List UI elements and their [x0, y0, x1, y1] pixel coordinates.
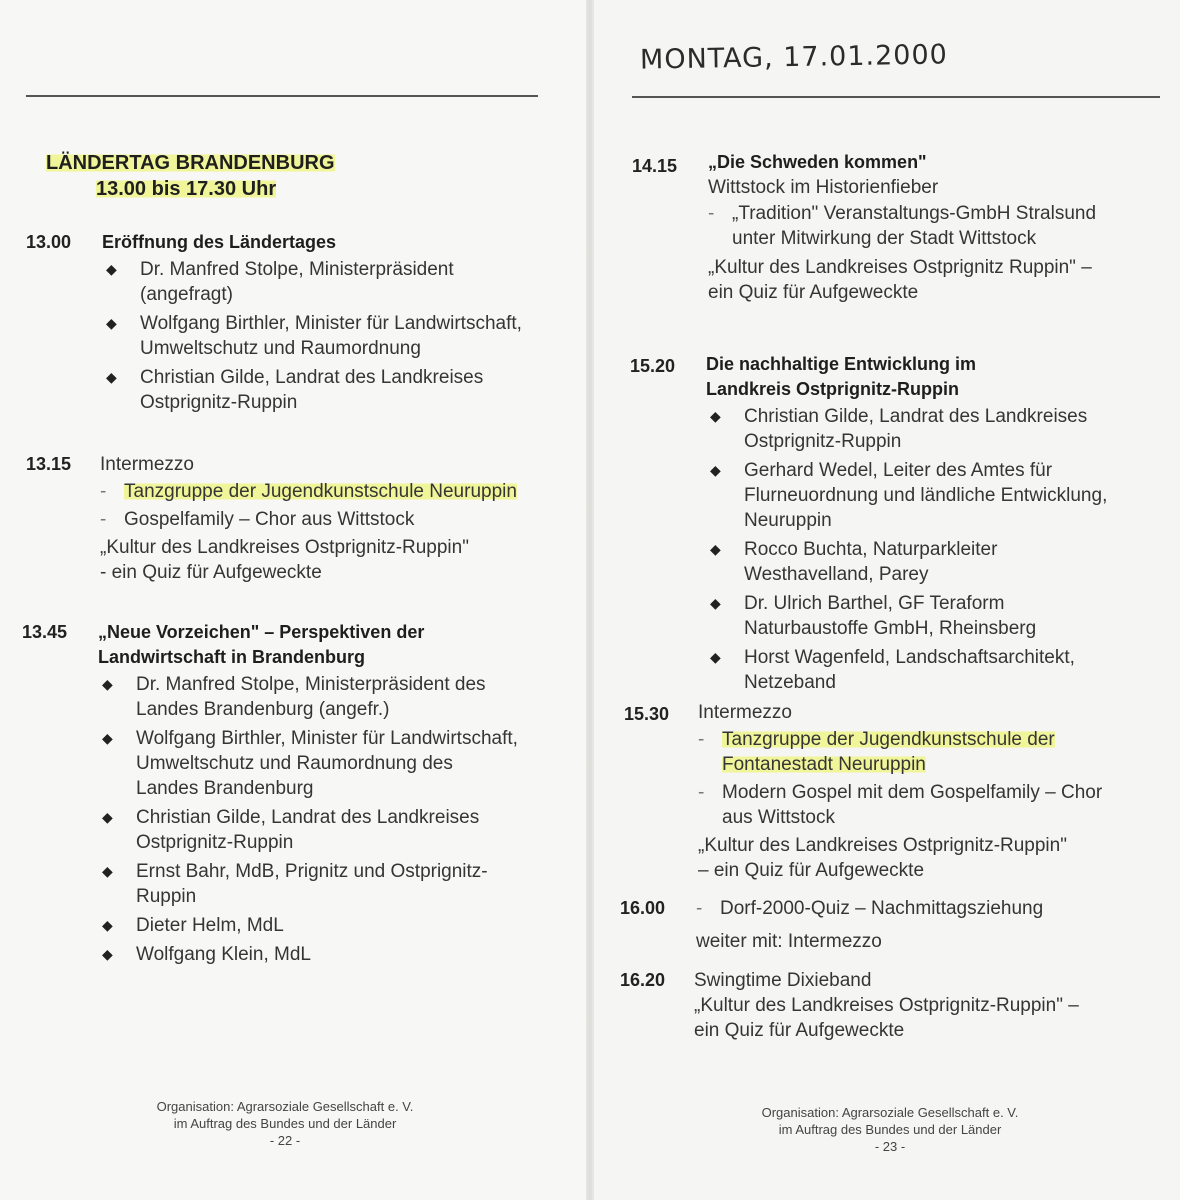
bullet-icon: ◆: [710, 595, 721, 611]
event-1345: [98, 620, 518, 971]
time-1300: 13.00: [26, 232, 72, 252]
list-item: ◆ Horst Wagenfeld, Landschaftsarchitekt, Netzeband: [710, 647, 1075, 693]
time-1345: 13.45: [22, 622, 68, 642]
list-item: - „Tradition" Veranstaltungs-GmbH Stralsund unter Mitwirkung der Stadt Wittstock: [708, 203, 1097, 249]
event-title: Swingtime Dixieband: [694, 970, 872, 991]
list-item: ◆ Christian Gilde, Landrat des Landkreises Ostprignitz-Ruppin: [710, 406, 1088, 452]
list-item: ◆ Dr. Manfred Stolpe, Ministerpräsident des Landes Brandenburg (angefr.): [102, 674, 486, 720]
page-number: - 22 -: [269, 1133, 301, 1148]
time-1620: 16.20: [620, 970, 666, 990]
bullet-icon: ◆: [102, 863, 113, 879]
time-1600: 16.00: [620, 898, 666, 918]
bullet-icon: ◆: [102, 730, 113, 746]
date-header: MONTAG, 17.01.2000: [639, 39, 949, 76]
list-item: ◆ Dr. Manfred Stolpe, Ministerpräsident (angefragt): [106, 259, 454, 305]
dash-icon: -: [696, 898, 703, 919]
dash-icon: -: [100, 509, 107, 530]
page-number: - 23 -: [874, 1139, 906, 1154]
bullet-icon: ◆: [102, 946, 113, 962]
event-1315: [100, 452, 530, 585]
bullet-icon: ◆: [710, 649, 721, 665]
dash-icon: -: [698, 729, 705, 750]
quiz-note: „Kultur des Landkreises Ostprignitz-Ruppin" – ein Quiz für Aufgeweckte: [698, 835, 1067, 881]
list-item: - Gospelfamily – Chor aus Wittstock: [100, 509, 415, 530]
list-item: ◆ Wolfgang Klein, MdL: [102, 944, 311, 965]
list-item: ◆ Rocco Buchta, Naturparkleiter Westhavelland, Parey: [710, 539, 998, 585]
event-title: „Die Schweden kommen": [708, 152, 927, 172]
dash-icon: -: [698, 782, 705, 803]
event-1600: [696, 896, 1136, 954]
dash-icon: -: [100, 481, 107, 502]
event-1520: [706, 352, 1132, 699]
event-subtitle: Wittstock im Historienfieber: [708, 177, 939, 198]
time-1520: 15.20: [630, 356, 676, 376]
list-item: ◆ Christian Gilde, Landrat des Landkreises Ostprignitz-Ruppin: [106, 367, 484, 413]
left-header-rule: [26, 95, 538, 97]
list-item: ◆ Dieter Helm, MdL: [102, 915, 284, 936]
event-title: Eröffnung des Ländertages: [102, 232, 337, 252]
bullet-icon: ◆: [710, 541, 721, 557]
book-gutter: [586, 0, 594, 1200]
list-item: ◆ Wolfgang Birthler, Minister für Landwirtschaft, Umweltschutz und Raumordnung: [106, 313, 522, 359]
event-title: Intermezzo: [100, 454, 194, 475]
list-item: ◆ Christian Gilde, Landrat des Landkreises Ostprignitz-Ruppin: [102, 807, 480, 853]
list-item: - Tanzgruppe der Jugendkunstschule der Fontanestadt Neuruppin: [698, 729, 1055, 775]
bullet-icon: ◆: [102, 917, 113, 933]
time-1415: 14.15: [632, 156, 678, 176]
event-1300: [102, 230, 542, 419]
right-footer: Organisation: Agrarsoziale Gesellschaft e. V. im Auftrag des Bundes und der Länder - 23 -: [712, 1104, 1068, 1155]
event-note: weiter mit: Intermezzo: [696, 931, 882, 952]
bullet-icon: ◆: [710, 408, 721, 424]
event-title: „Neue Vorzeichen" – Perspektiven der Landwirtschaft in Brandenburg: [98, 622, 425, 667]
list-item: ◆ Dr. Ulrich Barthel, GF Teraform Naturbaustoffe GmbH, Rheinsberg: [710, 593, 1037, 639]
right-header-rule: [632, 96, 1160, 98]
event-title: Die nachhaltige Entwicklung im Landkreis Ostprignitz-Ruppin: [706, 354, 977, 399]
left-footer: Organisation: Agrarsoziale Gesellschaft e. V. im Auftrag des Bundes und der Länder - 22 -: [110, 1098, 460, 1149]
quiz-note: „Kultur des Landkreises Ostprignitz-Ruppin" – ein Quiz für Aufgeweckte: [694, 995, 1079, 1041]
list-item: ◆ Gerhard Wedel, Leiter des Amtes für Flurneuordnung und ländliche Entwicklung, Neuruppin: [710, 460, 1108, 531]
list-item: ◆ Ernst Bahr, MdB, Prignitz und Ostprignitz-Ruppin: [102, 861, 488, 907]
dash-icon: -: [708, 203, 715, 224]
bullet-icon: ◆: [710, 462, 721, 478]
event-1530: [698, 700, 1134, 883]
time-1315: 13.15: [26, 454, 72, 474]
heading-time: 13.00 bis 17.30 Uhr: [96, 178, 277, 200]
list-item: - Dorf-2000-Quiz – Nachmittagsziehung: [696, 898, 1044, 919]
left-heading: [42, 150, 335, 202]
event-1415: [708, 150, 1128, 305]
bullet-icon: ◆: [102, 676, 113, 692]
list-item: - Tanzgruppe der Jugendkunstschule Neuruppin: [100, 481, 517, 502]
time-1530: 15.30: [624, 704, 670, 724]
event-1620: [694, 968, 1114, 1043]
bullet-icon: ◆: [106, 369, 117, 385]
bullet-icon: ◆: [106, 315, 117, 331]
event-title: Intermezzo: [698, 702, 792, 723]
list-item: ◆ Wolfgang Birthler, Minister für Landwirtschaft, Umweltschutz und Raumordnung des Landes Brandenburg: [102, 728, 518, 799]
heading-title: LÄNDERTAG BRANDENBURG: [46, 152, 335, 174]
quiz-note: „Kultur des Landkreises Ostprignitz Ruppin" – ein Quiz für Aufgeweckte: [708, 257, 1092, 303]
quiz-note: „Kultur des Landkreises Ostprignitz-Ruppin" - ein Quiz für Aufgeweckte: [100, 537, 469, 583]
list-item: - Modern Gospel mit dem Gospelfamily – Chor aus Wittstock: [698, 782, 1103, 828]
bullet-icon: ◆: [106, 261, 117, 277]
bullet-icon: ◆: [102, 809, 113, 825]
